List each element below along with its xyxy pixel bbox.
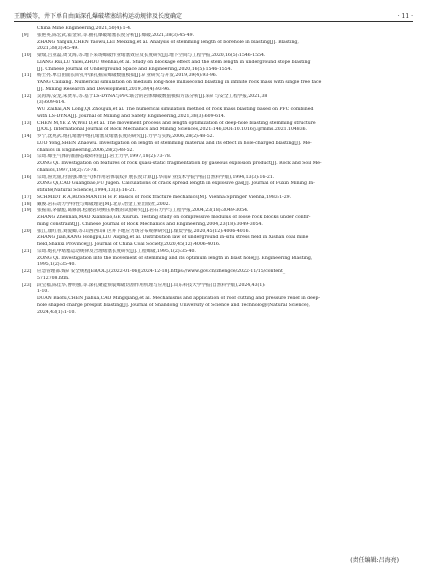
reference-item: [22, 283, 407, 317]
page-number: · 11 ·: [397, 13, 413, 20]
reference-text: YANG Cailiang. Numerical simulation on medium long-hole millisecond blasting in infinite rock mass with single free face: [37, 80, 322, 85]
reference-text: 张振南,茅献彪,葛修润.松散岩块侧压系数的试验研究[J].岩石力学与工程学报,2004,23(18):3049-3054.: [37, 208, 249, 214]
reference-text: [J]. Mining Research and Development,2019,39(4):93-96.: [37, 86, 171, 92]
responsible-editor: (责任编辑:吕海亮): [350, 557, 399, 564]
reference-line: [22, 249, 407, 256]
reference-item: [22, 202, 407, 209]
reference-number: [14]: [22, 134, 32, 139]
reference-number: [16]: [22, 174, 32, 180]
reference-number: [12]: [22, 93, 32, 99]
reference-line: [22, 283, 407, 290]
reference-item: [22, 154, 407, 174]
reference-text: SCHMIDT R A,ROSSMANITH H P. Basics of rock fracture mechanics[M]. Vienna:Springer Vienna,1983:1-29.: [37, 194, 292, 200]
reference-line: [22, 107, 407, 114]
reference-item: [22, 73, 407, 93]
reference-line: [22, 195, 407, 202]
reference-line: [22, 53, 407, 60]
reference-text: 宗琦.爆生气体的准静态破碎特征[J].岩土力学,1997,18(2):73-78.: [37, 154, 172, 160]
reference-text: 1-10.: [37, 289, 49, 295]
reference-text: ZONG Qi. Investigation into the movement of stemming and its optimum length in blast hole[J]. Engineering Blasting,: [37, 255, 313, 261]
running-header: [14, 8, 413, 20]
reference-text: 戴俊.岩石动力学特性与爆破理论[M].北京:冶金工业出版社,2002.: [37, 201, 171, 207]
reference-line: [22, 67, 407, 74]
reference-line: [22, 215, 407, 222]
reference-line: [22, 276, 407, 283]
reference-number: [21]: [22, 248, 32, 254]
reference-text: 罗宁,沈兆武.炮孔堵塞中炮孔堵塞及堵塞长度的研究[J].力学与实践,2006,28(2):48-52.: [37, 134, 215, 139]
reference-item: [22, 195, 407, 202]
reference-line: [22, 208, 407, 215]
reference-line: [22, 161, 407, 168]
reference-item: [22, 121, 407, 135]
reference-line: [22, 80, 407, 87]
reference-line: [22, 188, 407, 195]
reference-text: with LS-DYNA[J]. Journal of Mining and Safety Engineering,2021,38(3):609-614.: [37, 113, 226, 119]
header-rule: [14, 21, 413, 22]
reference-text: ZHANG Zhennan,MAO Xianbiao,GE Xiurun. Testing study on compressive modulus of loose rock blocks under confir-: [37, 215, 311, 220]
reference-line: [22, 73, 407, 80]
reference-line: [22, 134, 407, 141]
reference-line: [22, 181, 407, 188]
reference-text: ZONG Qi. Investigation on features of rock quasi-static fragmentation by gaseous explosion product[J]. Rock and Soil Me-: [37, 161, 322, 166]
reference-number: [19]: [22, 208, 32, 214]
reference-text: China Mine Engineering,2021,50(4):1-4.: [37, 26, 132, 31]
reference-text: 梁瑞,吕亚磊,周文海,等.地下采场爆破作业堵塞效应及长度研究[J].地下空间与工程学报,2020,16(5):1546-1554.: [37, 53, 266, 58]
reference-line: [22, 310, 407, 317]
reference-line: [22, 100, 407, 107]
reference-text: stitute(Natural Science),1994,13(3):16-21.: [37, 188, 137, 193]
reference-line: [22, 269, 407, 276]
reference-text: chanics,1997,18(2):73-78.: [37, 167, 98, 173]
reference-text: ZHANG Yanjun,CHEN Yaowu,LEI Meixing,et al. Analysis of stemming length of borehole in blasting[J]. Blasting,: [37, 39, 299, 45]
reference-line: [22, 242, 407, 249]
reference-line: [22, 303, 407, 310]
reference-item: [22, 175, 407, 195]
reference-number: [11]: [22, 73, 32, 79]
reference-text: ZONG Qi,CAO Guangbao,FU Jugen. Calculations of crack spread length in explosive gas[J]. Journal of Fuxin Mining In-: [37, 181, 315, 187]
reference-line: [22, 33, 407, 40]
reference-number: [10]: [22, 53, 32, 58]
reference-text: hole shaped charge presplit blasting[J]. Journal of Shandong University of Science and Technology(Natural Science),: [37, 302, 310, 308]
reference-line: [22, 60, 407, 67]
reference-line: [22, 94, 407, 101]
reference-line: [22, 40, 407, 47]
reference-line: [22, 114, 407, 121]
reference-text: 2024,43(1):1-10.: [37, 309, 76, 315]
reference-line: [22, 168, 407, 175]
reference-number: [20]: [22, 228, 32, 234]
reference-text: ming constraint[J]. Chinese Journal of Rock Mechanics and Engineering,2004,23(18):3049-3054.: [37, 221, 263, 227]
reference-line: [22, 87, 407, 94]
reference-text: ZHANG Jian,KANG Hongpu,LIU Aiqing,et al. Distribution law of underground in-situ stress field in Xishan coal mine: [37, 235, 309, 241]
reference-item: [22, 134, 407, 154]
reference-line: [22, 256, 407, 263]
reference-text: chanics in Engineering,2006,28(2):48-52.: [37, 147, 134, 153]
reference-item: [22, 94, 407, 121]
reference-text: 杨士亮.单自由面长阶孔中深孔掘采爆破数值模拟[J].矿业研究与开发,2019,39(4):93-96.: [37, 73, 218, 79]
reference-item: [22, 208, 407, 228]
reference-text: [J]. Chinese Journal of Underground Space and Engineering,2020,16(5):1546-1554.: [37, 66, 232, 72]
reference-text: field,Shanxi Province[J]. Journal of China Coal Society,2020,45(12):4006-4016.: [37, 242, 221, 247]
reference-line: [22, 26, 407, 33]
reference-line: [22, 235, 407, 242]
reference-text: LIANG Rui,LU Yalei,ZHOU Wenhai,et al. Study on blockage effect and the stem length in underground stope blasting: [37, 59, 311, 65]
reference-text: LUO Yong,SHEN Zhaowu. Investigation on length of stemming material and its effect in hole-charged blasting[J]. Me-: [37, 140, 312, 146]
reference-text: 5712708.htm.: [37, 275, 70, 281]
reference-text: 应急管理部.煤矿安全规程[EB/OL].(2022-01-06)[2024-12-18].https://www.gov.cn/zhengce/2022-11/15/content_: [37, 269, 286, 274]
reference-item: [22, 26, 407, 33]
reference-item: [22, 249, 407, 269]
reference-item: [22, 33, 407, 53]
reference-text: 宗琦,鲁光银,付国强.爆生气体作用岩体裂纹扩展长度计算[J].华南矿业技术学院学报(自然科学版),1994,13(3):16-21.: [37, 174, 275, 180]
reference-line: [22, 127, 407, 134]
reference-line: [22, 222, 407, 229]
reference-text: [J/OL]. International Journal of Rock Mechanics and Mining Sciences,2021:146,DOI:10.1016/j.ijrmms.2021.104836.: [37, 127, 308, 133]
reference-text: 宗琦.炮孔中堵塞运动规律及合理堵塞长度研究[J].工程爆破,1995,1(2):35-40.: [37, 248, 196, 254]
reference-line: [22, 141, 407, 148]
reference-text: CHEN M,YE Z W,WEI D,et al. The movement process and length optimization of deep-hole blasting stemming structure: [37, 120, 316, 126]
reference-number: [23]: [22, 282, 32, 288]
reference-number: [18]: [22, 201, 32, 207]
reference-number: [15]: [22, 154, 32, 160]
reference-text: 1995,1(2):35-40.: [37, 262, 76, 268]
reference-number: [9]: [22, 32, 29, 38]
reference-line: [22, 296, 407, 303]
reference-line: [22, 229, 407, 236]
reference-line: [22, 121, 407, 128]
reference-text: 段宝福,陈佳华,曹明强,等.深孔聚能预裂爆破切割作用机理与应用[J].山东科技大学学报(自然科学版),2024,43(1):: [37, 282, 266, 288]
reference-line: [22, 175, 407, 182]
reference-text: 吴再海,安龙,朱贤军,等.基于LS-DYNA与PFC联合的岩体爆破数值模拟方法分析[J].采矿与安全工程学报,2021,38: [37, 93, 268, 99]
reference-text: 张艳英,陈宏武,霍金荣,等.抽孔爆破堵塞长度分析[J].爆破,2021,38(3):45-49.: [37, 32, 195, 38]
reference-item: [22, 53, 407, 73]
reference-line: [22, 46, 407, 53]
reference-line: [22, 262, 407, 269]
reference-text: 张江,康红普,刘爱卿,等.山西西山矿区井下地应力场分布规律研究[J].煤炭学报,2020,45(12):4006-4016.: [37, 228, 250, 234]
reference-number: [13]: [22, 120, 32, 126]
reference-text: DUAN Baofu,CHEN Jiahua,CAO Mingqiang,et al. Mechanisms and application of roof cutting and pressure relief in deep-: [37, 296, 320, 301]
reference-text: (3):609-614.: [37, 100, 66, 106]
reference-text: 2021,38(3):45-49.: [37, 46, 79, 52]
reference-line: [22, 154, 407, 161]
reference-text: WU Zaihai,AN Long,QI Zhoujun,et al. The numerical simulation method of rock mass blasting based on PFC combined: [37, 107, 314, 112]
reference-line: [22, 148, 407, 155]
reference-item: [22, 229, 407, 249]
reference-number: [22]: [22, 269, 32, 274]
reference-number: [17]: [22, 194, 32, 200]
reference-list: [22, 26, 407, 316]
header-title: 王鹏媛等，井下单自由面深孔爆破堵塞结构运动规律及长度确定: [14, 13, 183, 20]
reference-line: [22, 289, 407, 296]
reference-line: [22, 202, 407, 209]
reference-item: [22, 269, 407, 283]
